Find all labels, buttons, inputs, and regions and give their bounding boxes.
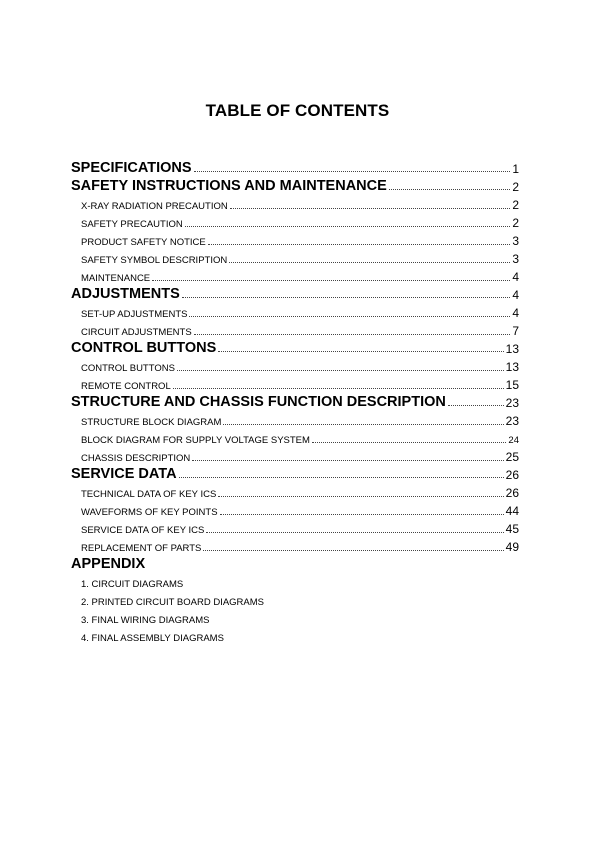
- appendix-item[interactable]: 4. FINAL ASSEMBLY DIAGRAMS: [81, 632, 224, 644]
- toc-subsection-entry[interactable]: [71, 193, 519, 211]
- toc-entry-label: ADJUSTMENTS: [71, 285, 180, 302]
- toc-entry-label: SAFETY INSTRUCTIONS AND MAINTENANCE: [71, 177, 387, 194]
- dot-leader: [177, 369, 504, 371]
- dot-leader: [194, 170, 511, 172]
- toc-page-number: 26: [505, 486, 519, 500]
- appendix-heading: APPENDIX: [71, 555, 146, 572]
- toc-subsection-entry[interactable]: [71, 301, 519, 319]
- toc-section-entry[interactable]: [71, 283, 519, 301]
- toc-entry-label: SAFETY PRECAUTION: [81, 218, 183, 230]
- dot-leader: [182, 296, 511, 298]
- toc-subsection-entry[interactable]: [71, 319, 519, 337]
- toc-page-number: 49: [505, 540, 519, 554]
- toc-subsection-entry[interactable]: [71, 265, 519, 283]
- toc-entry-label: SAFETY SYMBOL DESCRIPTION: [81, 254, 228, 266]
- toc-page-number: 25: [505, 450, 519, 464]
- toc-page-number: 7: [512, 324, 519, 338]
- toc-page-number: 2: [512, 180, 519, 194]
- toc-subsection-entry[interactable]: [71, 373, 519, 391]
- toc-subsection-entry[interactable]: [71, 355, 519, 373]
- toc-entry-label: CONTROL BUTTONS: [71, 339, 217, 356]
- toc-page-number: 45: [505, 522, 519, 536]
- toc-subsection-entry[interactable]: [71, 481, 519, 499]
- toc-subsection-entry[interactable]: [71, 229, 519, 247]
- toc-entry-label: PRODUCT SAFETY NOTICE: [81, 236, 206, 248]
- toc-entry-label: REPLACEMENT OF PARTS: [81, 542, 202, 554]
- toc-entry-label: X-RAY RADIATION PRECAUTION: [81, 200, 228, 212]
- toc-entry-label: STRUCTURE AND CHASSIS FUNCTION DESCRIPTION: [71, 393, 446, 410]
- toc-section-entry[interactable]: [71, 157, 519, 175]
- toc-page-number: 3: [512, 234, 519, 248]
- toc-page-number: 44: [505, 504, 519, 518]
- toc-page-number: 4: [512, 306, 519, 320]
- dot-leader: [185, 225, 511, 227]
- toc-page-number: 4: [512, 270, 519, 284]
- toc-subsection-entry[interactable]: [71, 409, 519, 427]
- appendix-item[interactable]: 2. PRINTED CIRCUIT BOARD DIAGRAMS: [81, 596, 264, 608]
- toc-entry-label: CONTROL BUTTONS: [81, 362, 175, 374]
- toc-entry-label: MAINTENANCE: [81, 272, 151, 284]
- toc-section-entry[interactable]: [71, 337, 519, 355]
- toc-subsection-entry[interactable]: [71, 517, 519, 535]
- dot-leader: [208, 243, 511, 245]
- toc-page-number: 3: [512, 252, 519, 266]
- dot-leader: [218, 350, 503, 352]
- toc-page-number: 4: [512, 288, 519, 302]
- toc-page-number: 13: [505, 360, 519, 374]
- toc-page-number: 15: [505, 378, 519, 392]
- dot-leader: [223, 423, 503, 425]
- table-of-contents: [71, 157, 519, 643]
- toc-page-number: 2: [512, 216, 519, 230]
- appendix-item[interactable]: 3. FINAL WIRING DIAGRAMS: [81, 614, 210, 626]
- toc-section-entry[interactable]: [71, 463, 519, 481]
- page-title: TABLE OF CONTENTS: [205, 101, 390, 120]
- toc-section-entry[interactable]: [71, 175, 519, 193]
- toc-entry-label: REMOTE CONTROL: [81, 380, 171, 392]
- toc-page-number: 24: [508, 434, 519, 446]
- dot-leader: [203, 549, 503, 551]
- appendix-list: [71, 571, 519, 643]
- appendix-item[interactable]: 1. CIRCUIT DIAGRAMS: [81, 578, 184, 590]
- dot-leader: [220, 513, 504, 515]
- toc-subsection-entry[interactable]: [71, 535, 519, 553]
- toc-page-number: 1: [512, 162, 519, 176]
- toc-subsection-entry[interactable]: [71, 211, 519, 229]
- toc-page-number: 23: [505, 414, 519, 428]
- dot-leader: [189, 315, 510, 317]
- toc-entry-label: SERVICE DATA: [71, 465, 177, 482]
- toc-subsection-entry[interactable]: [71, 427, 519, 445]
- toc-subsection-entry[interactable]: [71, 499, 519, 517]
- dot-leader: [192, 459, 503, 461]
- dot-leader: [173, 387, 504, 389]
- dot-leader: [312, 441, 506, 443]
- dot-leader: [206, 531, 503, 533]
- dot-leader: [389, 188, 511, 190]
- toc-section-entry[interactable]: [71, 391, 519, 409]
- toc-page-number: 26: [505, 468, 519, 482]
- toc-entry-label: SET-UP ADJUSTMENTS: [81, 308, 188, 320]
- toc-subsection-entry[interactable]: [71, 247, 519, 265]
- dot-leader: [194, 333, 511, 335]
- dot-leader: [218, 495, 503, 497]
- dot-leader: [230, 207, 511, 209]
- toc-entry-label: SERVICE DATA OF KEY ICS: [81, 524, 205, 536]
- toc-page-number: 23: [505, 396, 519, 410]
- toc-entry-label: SPECIFICATIONS: [71, 159, 192, 176]
- dot-leader: [152, 279, 510, 281]
- toc-entry-label: CIRCUIT ADJUSTMENTS: [81, 326, 192, 338]
- toc-page-number: 13: [505, 342, 519, 356]
- toc-entry-label: STRUCTURE BLOCK DIAGRAM: [81, 416, 222, 428]
- dot-leader: [448, 404, 504, 406]
- toc-entry-label: BLOCK DIAGRAM FOR SUPPLY VOLTAGE SYSTEM: [81, 434, 310, 446]
- toc-entry-label: TECHNICAL DATA OF KEY ICS: [81, 488, 217, 500]
- toc-page-number: 2: [512, 198, 519, 212]
- toc-entry-label: WAVEFORMS OF KEY POINTS: [81, 506, 218, 518]
- toc-subsection-entry[interactable]: [71, 445, 519, 463]
- dot-leader: [229, 261, 510, 263]
- toc-entries: [71, 157, 519, 553]
- dot-leader: [179, 476, 504, 478]
- toc-entry-label: CHASSIS DESCRIPTION: [81, 452, 191, 464]
